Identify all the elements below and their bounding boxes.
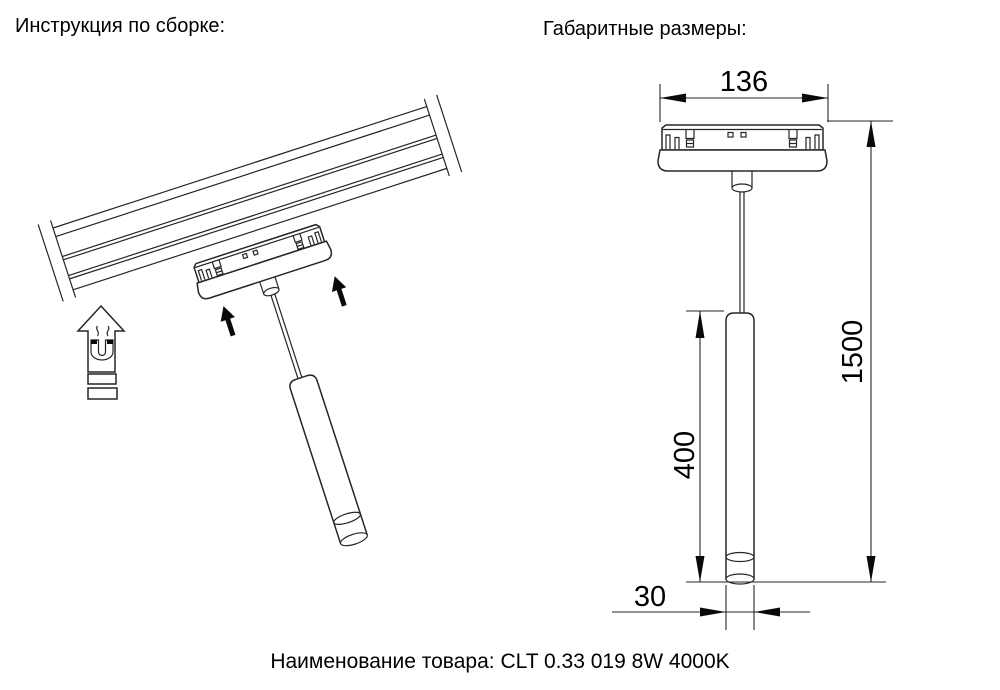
assembly-diagram <box>0 60 500 620</box>
up-arrow-icon <box>328 274 352 308</box>
pendant-tube <box>288 373 369 548</box>
product-caption-label: Наименование товара: <box>270 650 495 673</box>
dimension-overall-height <box>827 121 893 582</box>
dimension-tube-diameter <box>612 581 810 630</box>
dim-width-value: 136 <box>719 66 769 98</box>
up-arrow-icon <box>216 304 240 338</box>
magnet-arrow-icon <box>78 306 124 399</box>
dim-tube-diameter-value: 30 <box>633 581 667 613</box>
dimension-tube-length <box>669 311 724 582</box>
adapter-front-view <box>658 125 827 192</box>
product-name: CLT 0.33 019 8W 4000K <box>500 650 730 673</box>
dim-overall-height-value: 1500 <box>837 319 869 385</box>
dimension-width <box>660 66 828 122</box>
dimensions-diagram <box>500 50 1000 650</box>
dim-tube-length-value: 400 <box>669 430 701 480</box>
suspension-cable <box>271 294 302 378</box>
dimensions-title: Габаритные размеры: <box>543 18 747 40</box>
product-caption <box>0 650 1000 674</box>
assembly-title: Инструкция по сборке: <box>15 15 226 37</box>
suspension-cable <box>740 192 744 313</box>
magnetic-adapter <box>190 223 339 317</box>
pendant-tube <box>726 313 754 584</box>
